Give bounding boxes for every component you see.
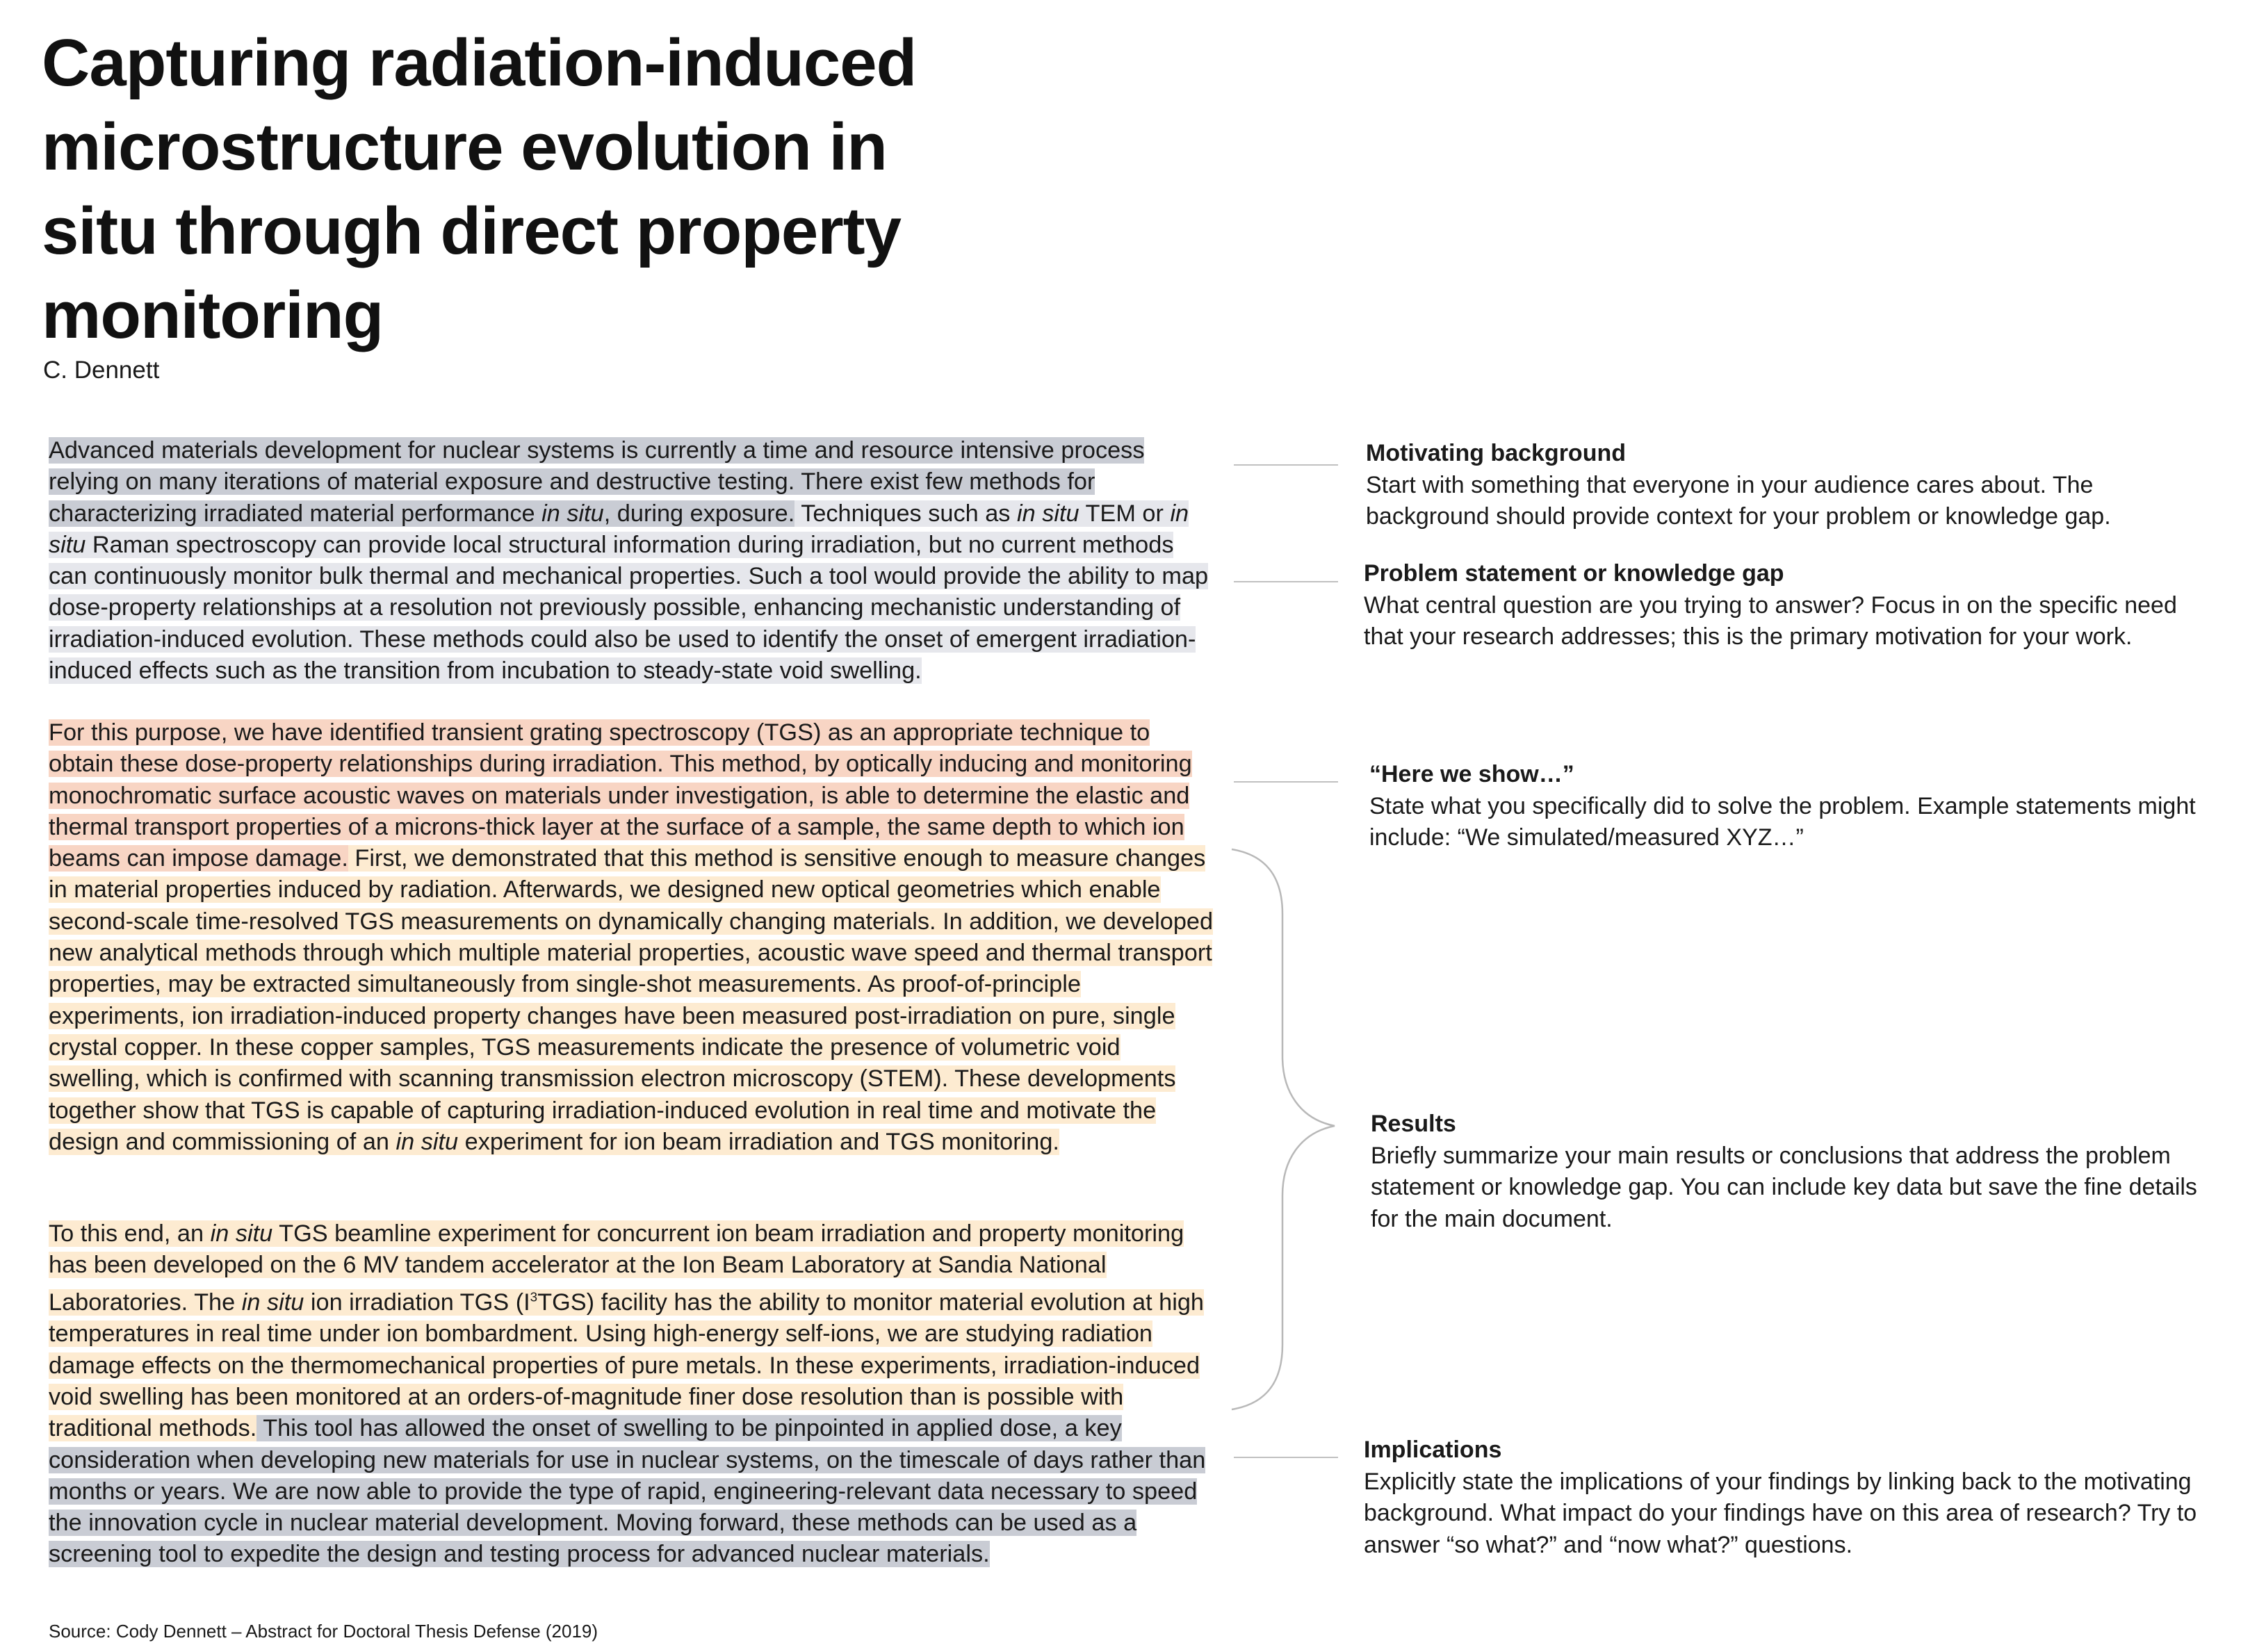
source-citation: Source: Cody Dennett – Abstract for Doctoral Thesis Defense (2019) xyxy=(49,1621,598,1642)
annotation-here-we-show xyxy=(1369,759,2241,854)
abstract-paragraph-2 xyxy=(49,717,1216,1158)
annotation-body: Start with something that everyone in your audience cares about. The background should provide context for your problem or knowledge gap. xyxy=(1366,471,2111,530)
annotation-heading: Results xyxy=(1371,1111,1456,1137)
annotation-heading: Problem statement or knowledge gap xyxy=(1364,560,1784,587)
annotation-implications xyxy=(1364,1434,2240,1561)
motivating-background-text: Advanced materials development for nuclear systems is currently a time and resource intensive process relying on many iterations of material exposure and destructive testing. There exist few methods for characterizing irradiated material performance in situ, during exposure. xyxy=(49,437,1145,527)
implications-text: This tool has allowed the onset of swelling to be pinpointed in applied dose, a key consideration when developing new materials for use in nuclear systems, on the timescale of days rather than months or years. We are now able to provide the type of rapid, engineering-relevant data necessary to speed the innovation cycle in nuclear material development. Moving forward, these methods can be used as a screening tool to expedite the design and testing process for advanced nuclear materials. xyxy=(49,1415,1206,1568)
annotation-heading: Implications xyxy=(1364,1437,1502,1463)
annotation-body: Briefly summarize your main results or conclusions that address the problem statement or knowledge gap. You can include key data but save the fine details for the main document. xyxy=(1371,1142,2197,1232)
connector-problem xyxy=(1234,581,1338,582)
problem-statement-text: Techniques such as in situ TEM or in situ Raman spectroscopy can provide local structural information during irradiation, but no current methods can continuously monitor bulk thermal and mechanical properties. Such a tool would provide the ability to map dose-property relationships at a resolution not previously possible, enhancing mechanistic understanding of irradiation-induced evolution. These methods could also be used to identify the onset of emergent irradiation-induced effects such as the transition from incubation to steady-state void swelling. xyxy=(49,500,1209,685)
here-we-show-text: For this purpose, we have identified transient grating spectroscopy (TGS) as an appropriate technique to obtain these dose-property relationships during irradiation. This method, by optically inducing and monitoring monochromatic surface acoustic waves on materials under investigation, is able to determine the elastic and thermal transport properties of a microns-thick layer at the surface of a sample, the same depth to which ion beams can impose damage. xyxy=(49,719,1192,872)
results-text-2: To this end, an in situ TGS beamline experiment for concurrent ion beam irradiation and property monitoring has been developed on the 6 MV tandem accelerator at the Ion Beam Laboratory at Sandia National Laboratories. The in situ ion irradiation TGS $(I^3TGS)$ facility has the ability to monitor material evolution at high temperatures in real time under ion bombardment. Using high-energy self-ions, we are studying radiation damage effects on the thermomechanical properties of pure metals. In these experiments, irradiation-induced void swelling has been monitored at an orders-of-magnitude finer dose resolution than is possible with traditional methods. xyxy=(49,1220,1205,1442)
annotation-body: What central question are you trying to answer? Focus in on the specific need that your research addresses; this is the primary motivation for your work. xyxy=(1364,591,2177,650)
annotation-heading: Motivating background xyxy=(1366,440,1626,466)
annotation-heading: “Here we show…” xyxy=(1369,761,1574,787)
annotation-motivating-background xyxy=(1366,438,2241,533)
connector-implications xyxy=(1234,1457,1338,1458)
author: C. Dennett xyxy=(43,357,160,384)
connector-here-we-show xyxy=(1234,781,1338,783)
connector-motivating xyxy=(1234,464,1338,466)
annotation-results xyxy=(1371,1109,2241,1235)
annotation-body: Explicitly state the implications of your findings by linking back to the motivating background. What impact do your findings have on this area of research? Try to answer “so what?” and “now what?” questions. xyxy=(1364,1468,2197,1558)
results-text-1: First, we demonstrated that this method is sensitive enough to measure changes in material properties induced by radiation. Afterwards, we designed new optical geometries which enable second-scale time-resolved TGS measurements on dynamically changing materials. In addition, we developed new analytical methods through which multiple material properties, acoustic wave speed and thermal transport properties, may be extracted simultaneously from single-shot measurements. As proof-of-principle experiments, ion irradiation-induced property changes have been measured post-irradiation on pure, single crystal copper. In these copper samples, TGS measurements indicate the presence of volumetric void swelling, which is confirmed with scanning transmission electron microscopy (STEM). These developments together show that TGS is capable of capturing irradiation-induced evolution in real time and motivate the design and commissioning of an in situ experiment for ion beam irradiation and TGS monitoring. xyxy=(49,845,1214,1155)
abstract-paragraph-3 xyxy=(49,1218,1216,1571)
results-brace xyxy=(1230,848,1342,1411)
annotation-problem-statement xyxy=(1364,558,2240,653)
annotation-body: State what you specifically did to solve the problem. Example statements might include: “We simulated/measured XYZ…” xyxy=(1369,792,2196,851)
abstract-paragraph-1 xyxy=(49,435,1216,687)
page-title: Capturing radiation-induced microstructure evolution in situ through direct property monitoring xyxy=(42,26,917,352)
